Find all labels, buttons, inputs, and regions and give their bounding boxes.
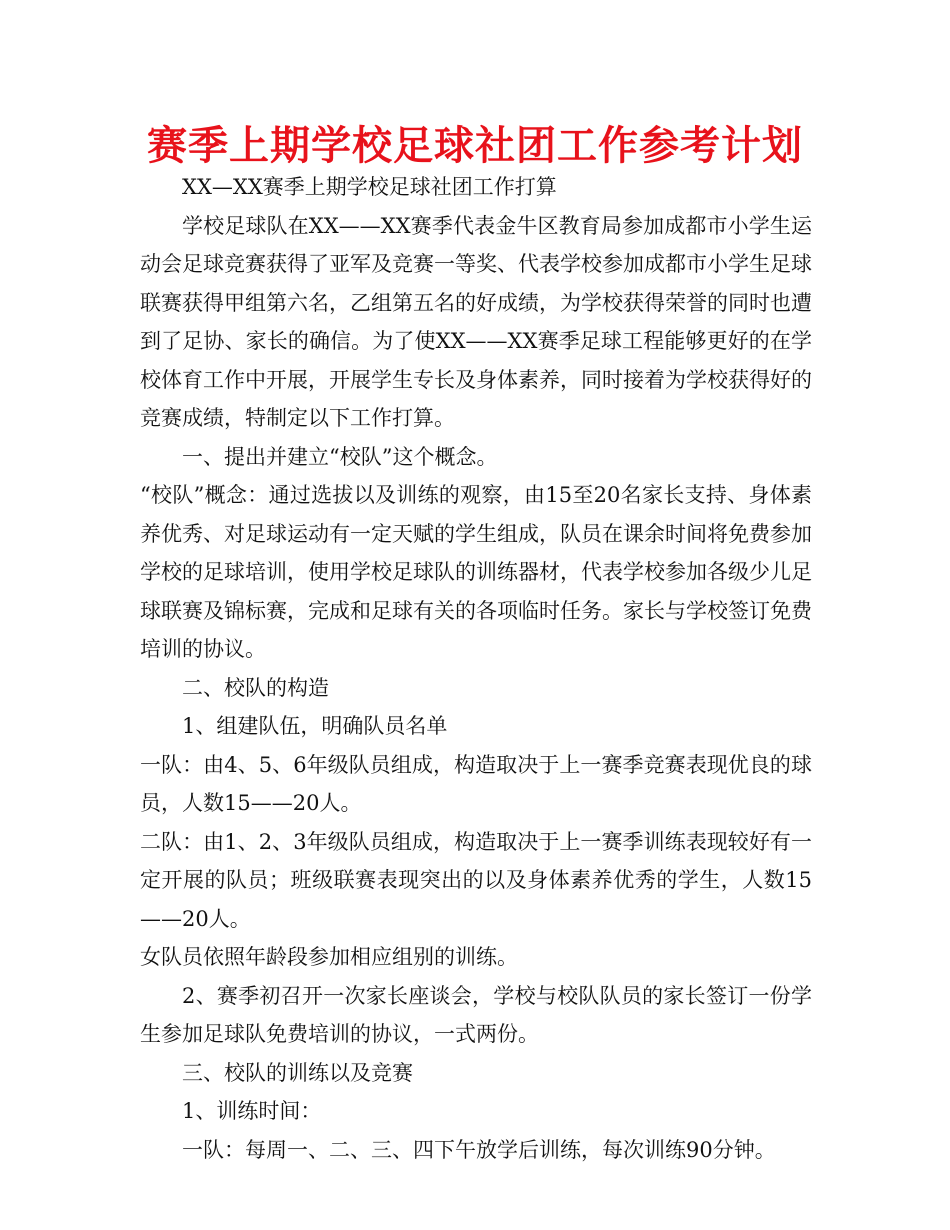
paragraph: 1、训练时间：: [182, 1099, 322, 1123]
paragraph: 学校足球队在XX——XX赛季代表金牛区教育局参加成都市小学生运动会足球竞赛获得了亚军及竞赛一等奖、代表学校参加成都市小学生足球联赛获得甲组第六名，乙组第五名的好成绩，为学校获得荣誉的同时也遭到了足协、家长的确信。为了使XX——XX赛季足球工程能够更好的在学校体育工作中开展，开展学生专长及身体素养，同时接着为学校获得好的竞赛成绩，特制定以下工作打算。: [140, 213, 812, 430]
document-title: 赛季上期学校足球社团工作参考计划: [147, 123, 803, 169]
paragraph: “校队”概念：通过选拔以及训练的观察，由15至20名家长支持、身体素养优秀、对足球运动有一定天赋的学生组成，队员在课余时间将免费参加学校的足球培训，使用学校足球队的训练器材，代表学校参加各级少儿足球联赛及锦标赛，完成和足球有关的各项临时任务。家长与学校签订免费培训的协议。: [140, 483, 812, 661]
paragraph: 一队：每周一、二、三、四下午放学后训练，每次训练90分钟。: [182, 1137, 776, 1162]
paragraph: 二队：由1、2、3年级队员组成，构造取决于上一赛季训练表现较好有一定开展的队员；班级联赛表现突出的以及身体素养优秀的学生，人数15——20人。: [140, 829, 812, 931]
paragraph: 一、提出并建立“校队”这个概念。: [182, 444, 498, 469]
paragraph: 2、赛季初召开一次家长座谈会，学校与校队队员的家长签订一份学生参加足球队免费培训的协议，一式两份。: [140, 983, 812, 1046]
paragraph: 三、校队的训练以及竞赛: [182, 1060, 413, 1085]
paragraph: XX—XX赛季上期学校足球社团工作打算: [182, 175, 557, 199]
paragraph: 一队：由4、5、6年级队员组成，构造取决于上一赛季竞赛表现优良的球员，人数15——20人。: [140, 752, 812, 815]
paragraph: 二、校队的构造: [182, 675, 329, 700]
paragraph: 女队员依照年龄段参加相应组别的训练。: [140, 945, 518, 969]
document-body: [140, 168, 812, 1169]
paragraph: 1、组建队伍，明确队员名单: [182, 714, 448, 738]
